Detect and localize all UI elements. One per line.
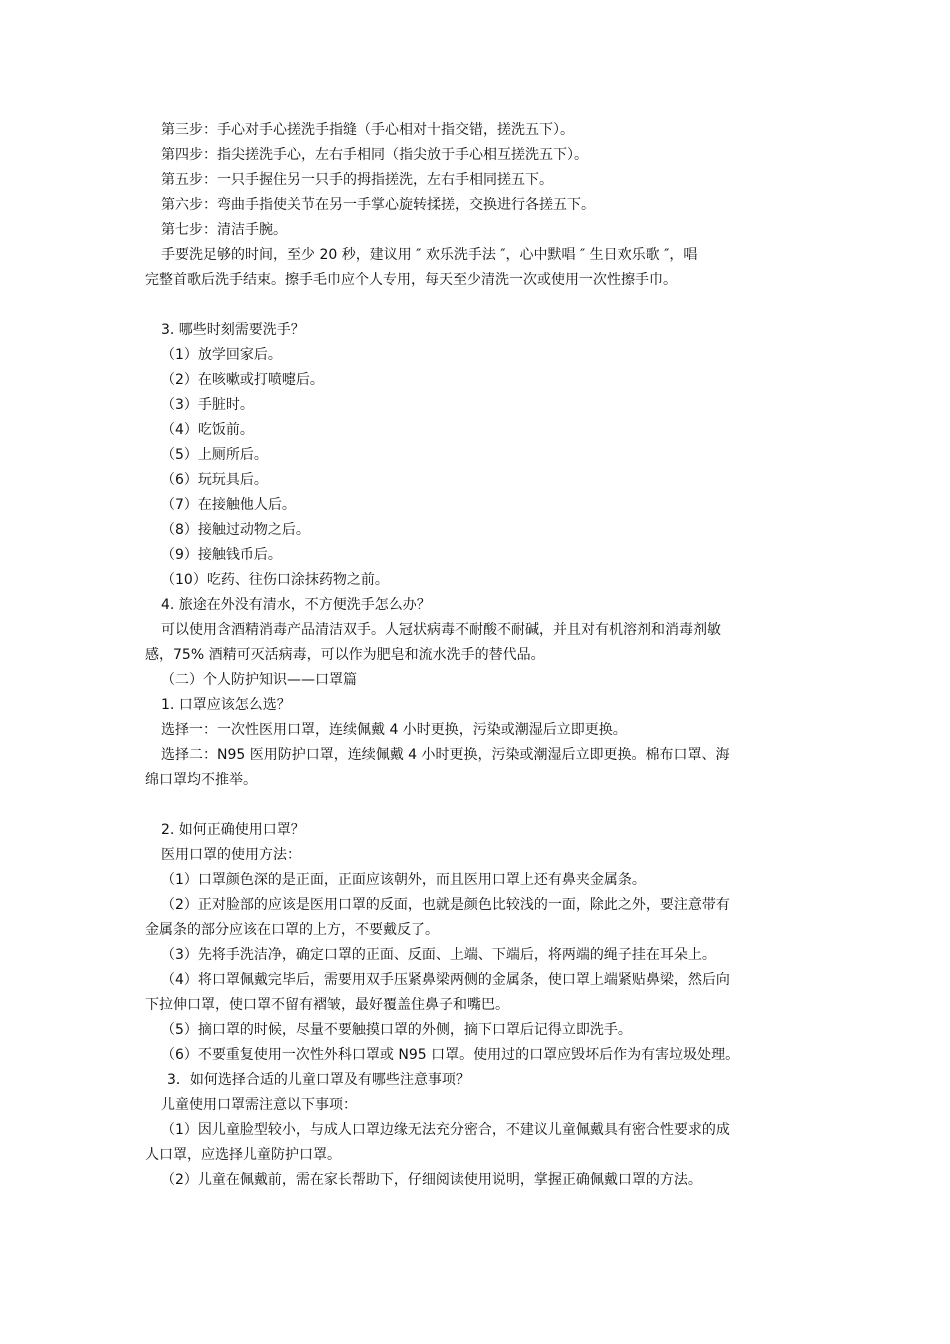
text-line: 手要洗足够的时间，至少 20 秒，建议用 ″ 欢乐洗手法 ″，心中默唱 ″ 生日欢乐歌 ″，唱 — [161, 247, 698, 263]
text-line: 4. 旅途在外没有清水，不方便洗手怎么办？ — [161, 597, 431, 613]
text-line: （8）接触过动物之后。 — [161, 522, 310, 538]
text-line: 金属条的部分应该在口罩的上方，不要戴反了。 — [145, 922, 439, 938]
text-line: 第三步：手心对手心搓洗手指缝（手心相对十指交错，搓洗五下）。 — [161, 122, 574, 138]
text-line: （3）手脏时。 — [161, 397, 254, 413]
text-line: 第五步：一只手握住另一只手的拇指搓洗，左右手相同搓五下。 — [161, 172, 553, 188]
text-line: 绵口罩均不推举。 — [145, 772, 257, 788]
text-line: （二）个人防护知识——口罩篇 — [161, 672, 357, 688]
text-line: 选择一：一次性医用口罩，连续佩戴 4 小时更换，污染或潮湿后立即更换。 — [161, 722, 627, 738]
text-line: （3）先将手洗洁净，确定口罩的正面、反面、上端、下端后，将两端的绳子挂在耳朵上。 — [161, 947, 716, 963]
text-line: （1）口罩颜色深的是正面，正面应该朝外，而且医用口罩上还有鼻夹金属条。 — [161, 872, 646, 888]
text-line: （4）将口罩佩戴完毕后，需要用双手压紧鼻梁两侧的金属条，使口罩上端紧贴鼻梁，然后向 — [161, 972, 730, 988]
text-line: 第四步：指尖搓洗手心，左右手相同（指尖放于手心相互搓洗五下）。 — [161, 147, 588, 163]
blank-line — [145, 293, 815, 318]
text-line: 完整首歌后洗手结束。擦手毛巾应个人专用，每天至少清洗一次或使用一次性擦手巾。 — [145, 272, 677, 288]
text-line: （2）在咳嗽或打喷嚏后。 — [161, 372, 324, 388]
text-line: （5）摘口罩的时候，尽量不要触摸口罩的外侧，摘下口罩后记得立即洗手。 — [161, 1022, 632, 1038]
text-line: （2）儿童在佩戴前，需在家长帮助下，仔细阅读使用说明，掌握正确佩戴口罩的方法。 — [161, 1172, 702, 1188]
blank-line — [145, 793, 815, 818]
text-line: 儿童使用口罩需注意以下事项： — [161, 1097, 357, 1113]
text-line: 3. 哪些时刻需要洗手？ — [161, 322, 305, 338]
text-line: 1. 口罩应该怎么选？ — [161, 697, 291, 713]
text-line: 选择二：N95 医用防护口罩，连续佩戴 4 小时更换，污染或潮湿后立即更换。棉布口罩、海 — [161, 747, 730, 763]
text-line: （2）正对脸部的应该是医用口罩的反面，也就是颜色比较浅的一面，除此之外，要注意带有 — [161, 897, 730, 913]
text-line: 第七步：清洁手腕。 — [161, 222, 287, 238]
text-line: 感，75% 酒精可灭活病毒，可以作为肥皂和流水洗手的替代品。 — [145, 647, 545, 663]
text-line: 可以使用含酒精消毒产品清洁双手。人冠状病毒不耐酸不耐碱，并且对有机溶剂和消毒剂敏 — [161, 622, 721, 638]
text-line: （1）因儿童脸型较小，与成人口罩边缘无法充分密合，不建议儿童佩戴具有密合性要求的成 — [161, 1122, 730, 1138]
text-line: （6）不要重复使用一次性外科口罩或 N95 口罩。使用过的口罩应毁坏后作为有害垃圾处理。 — [161, 1047, 740, 1063]
text-line: （9）接触钱币后。 — [161, 547, 282, 563]
text-line: （10）吃药、往伤口涂抹药物之前。 — [161, 572, 389, 588]
text-line: 医用口罩的使用方法： — [161, 847, 301, 863]
text-line: （6）玩玩具后。 — [161, 472, 268, 488]
text-line: 3．如何选择合适的儿童口罩及有哪些注意事项？ — [167, 1072, 470, 1088]
text-line: （1）放学回家后。 — [161, 347, 282, 363]
text-line: 2. 如何正确使用口罩？ — [161, 822, 305, 838]
text-line: （7）在接触他人后。 — [161, 497, 296, 513]
text-line: 人口罩，应选择儿童防护口罩。 — [145, 1147, 341, 1163]
text-line: （5）上厕所后。 — [161, 447, 268, 463]
text-line: 第六步：弯曲手指使关节在另一手掌心旋转揉搓，交换进行各搓五下。 — [161, 197, 595, 213]
document-body — [145, 118, 815, 1193]
text-line: （4）吃饭前。 — [161, 422, 254, 438]
text-line: 下拉伸口罩，使口罩不留有褶皱，最好覆盖住鼻子和嘴巴。 — [145, 997, 509, 1013]
